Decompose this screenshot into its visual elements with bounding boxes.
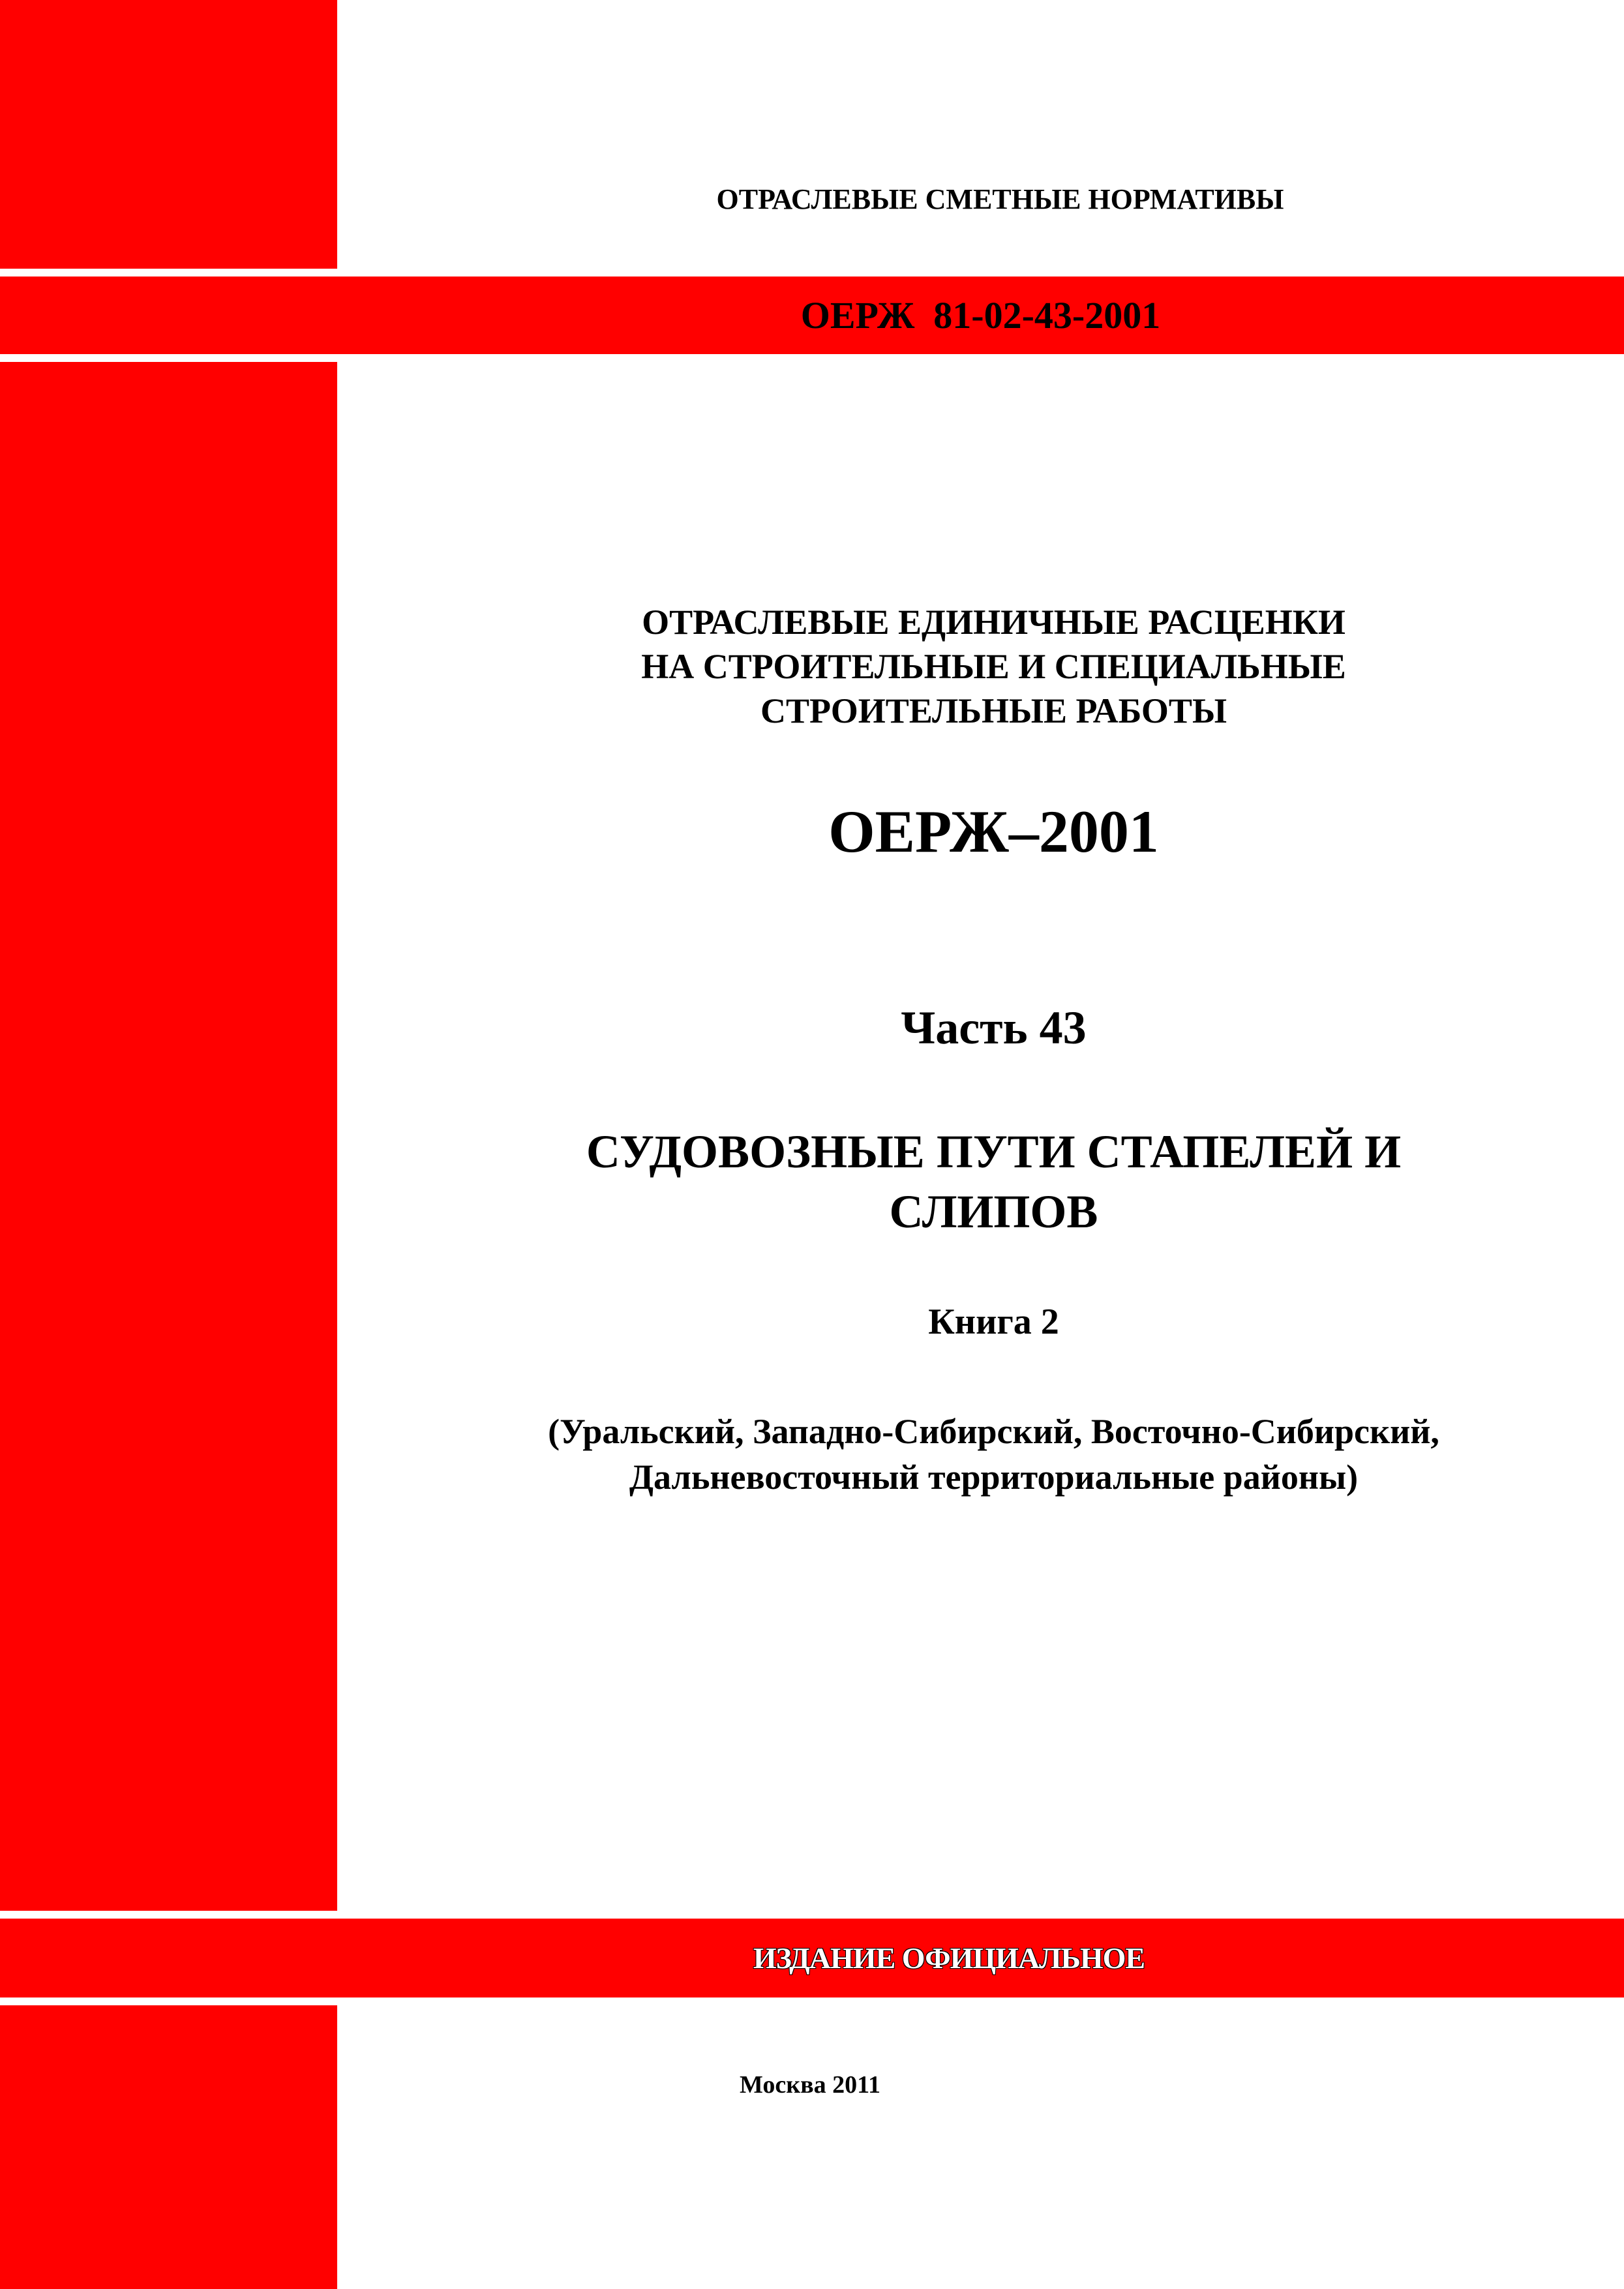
official-edition-label: ИЗДАНИЕ ОФИЦИАЛЬНОЕ bbox=[753, 1941, 1145, 1975]
official-edition-band bbox=[0, 1919, 1624, 1997]
red-bar-left-bottom bbox=[0, 2005, 337, 2289]
city-year: Москва 2011 bbox=[739, 2071, 881, 2099]
part-subject-line-2: СЛИПОВ bbox=[889, 1186, 1098, 1238]
book-number: Книга 2 bbox=[928, 1302, 1059, 1342]
territorial-regions bbox=[337, 1409, 1624, 1500]
document-code: ОЕРЖ 81-02-43-2001 bbox=[800, 294, 1161, 337]
red-bar-left-middle bbox=[0, 362, 337, 1911]
part-subject bbox=[337, 1122, 1624, 1242]
main-title-line-3: СТРОИТЕЛЬНЫЕ РАБОТЫ bbox=[760, 691, 1227, 730]
territorial-regions-line-1: (Уральский, Западно-Сибирский, Восточно-Сибирский, bbox=[548, 1412, 1439, 1451]
series-heading: ОТРАСЛЕВЫЕ СМЕТНЫЕ НОРМАТИВЫ bbox=[716, 183, 1284, 215]
main-title-line-2: НА СТРОИТЕЛЬНЫЕ И СПЕЦИАЛЬНЫЕ bbox=[641, 647, 1346, 686]
main-title bbox=[337, 600, 1624, 733]
red-bar-left-top bbox=[0, 0, 337, 269]
part-subject-line-1: СУДОВОЗНЫЕ ПУТИ СТАПЕЛЕЙ И bbox=[586, 1126, 1402, 1178]
part-number: Часть 43 bbox=[901, 1002, 1087, 1054]
abbreviation-title: ОЕРЖ–2001 bbox=[828, 798, 1159, 865]
main-title-line-1: ОТРАСЛЕВЫЕ ЕДИНИЧНЫЕ РАСЦЕНКИ bbox=[642, 603, 1346, 642]
territorial-regions-line-2: Дальневосточный территориальные районы) bbox=[629, 1458, 1359, 1497]
document-code-band bbox=[0, 277, 1624, 354]
